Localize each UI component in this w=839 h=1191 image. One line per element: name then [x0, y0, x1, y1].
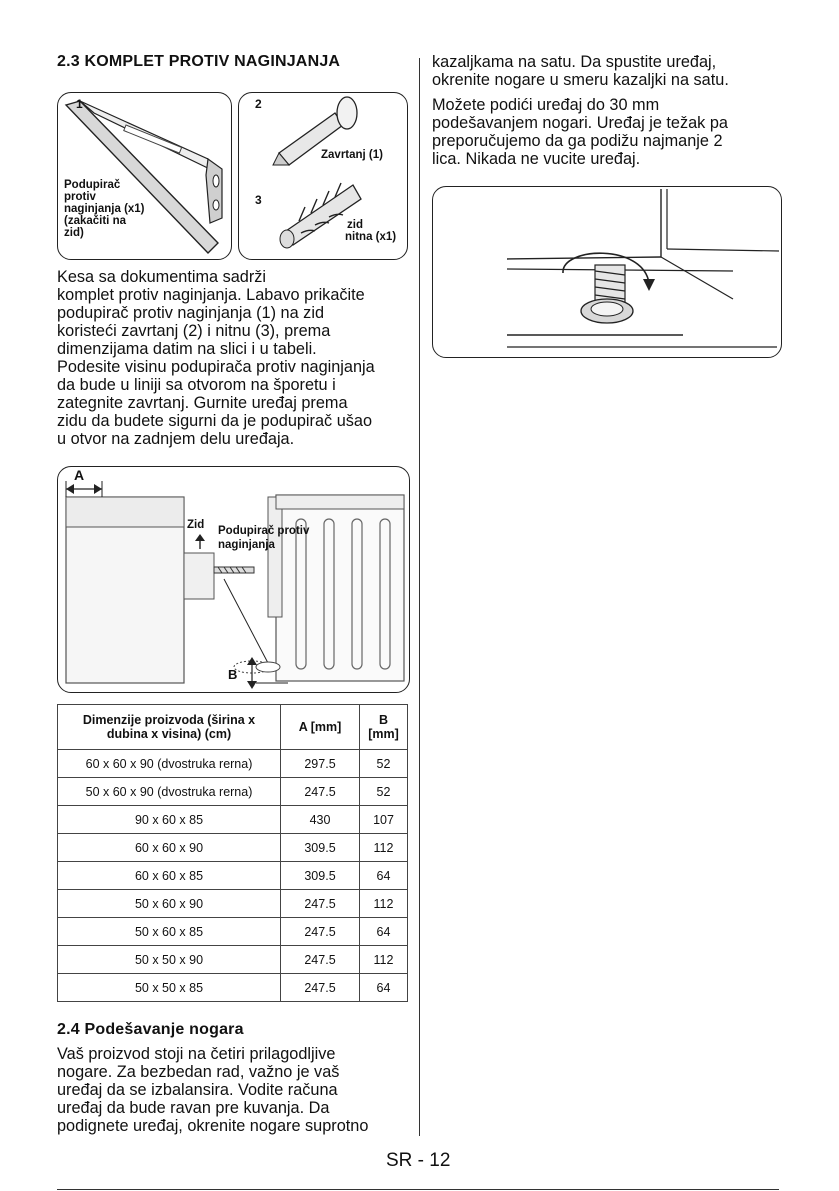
table-cell: 247.5	[281, 778, 360, 806]
table-row	[58, 778, 408, 806]
table-row	[58, 750, 408, 778]
table-cell: 247.5	[281, 946, 360, 974]
table-cell: 112	[360, 890, 408, 918]
table-row	[58, 974, 408, 1002]
part-1-label: Podupirač protiv naginjanja (x1) (zakačiti na zid)	[64, 179, 145, 239]
part-3-label-wall: zid	[347, 219, 363, 231]
section-heading-2-4: 2.4 Podešavanje nogara	[57, 1021, 244, 1038]
table-row	[58, 862, 408, 890]
dimensions-table	[57, 704, 408, 1002]
table-cell: 50 x 60 x 85	[58, 918, 281, 946]
bracket-label-line-1: Podupirač protiv	[218, 525, 310, 537]
installation-diagram-illustration	[58, 467, 409, 692]
section-2-3-paragraph: Kesa sa dokumentima sadrži komplet protiv naginjanja. Labavo prikačite podupirač protiv naginjanja (1) na zid koristeći zavrtanj (2) i nitnu (3), prema dimenzijama datim na slici i u tabeli. Podesite visinu podupirača protiv naginjanja da bude u liniji sa otvorom na šporetu i zategnite zavrtanj. Gurnite uređaj prema zidu da budete sigurni da je podupirač ušao u otvor na zadnjem delu uređaja.	[57, 268, 375, 448]
table-header-row	[58, 705, 408, 750]
table-cell: 247.5	[281, 974, 360, 1002]
table-row	[58, 946, 408, 974]
table-row	[58, 806, 408, 834]
table-cell: 112	[360, 946, 408, 974]
bracket-label-line-2: naginjanja	[218, 539, 275, 551]
table-cell: 60 x 60 x 90 (dvostruka rerna)	[58, 750, 281, 778]
part-2-number: 2	[255, 97, 262, 111]
dimension-b-label: B	[228, 667, 238, 682]
table-cell: 50 x 50 x 85	[58, 974, 281, 1002]
table-cell: 309.5	[281, 834, 360, 862]
installation-diagram	[57, 466, 410, 693]
table-cell: 50 x 60 x 90 (dvostruka rerna)	[58, 778, 281, 806]
right-paragraph-2: Možete podići uređaj do 30 mm podešavanjem nogari. Uređaj je težak pa preporučujemo da ga podižu najmanje 2 lica. Nikada ne vucite uređaj.	[432, 96, 728, 168]
table-cell: 52	[360, 778, 408, 806]
part-3-number: 3	[255, 193, 262, 207]
table-header: Dimenzije proizvoda (širina x dubina x visina) (cm)	[58, 705, 281, 750]
footer-rule	[57, 1189, 779, 1190]
table-cell: 64	[360, 862, 408, 890]
table-cell: 107	[360, 806, 408, 834]
table-cell: 309.5	[281, 862, 360, 890]
table-row	[58, 890, 408, 918]
table-cell: 50 x 60 x 90	[58, 890, 281, 918]
table-cell: 52	[360, 750, 408, 778]
table-header: B [mm]	[360, 705, 408, 750]
page-number: SR - 12	[386, 1150, 451, 1171]
table-cell: 50 x 50 x 90	[58, 946, 281, 974]
table-header: A [mm]	[281, 705, 360, 750]
table-cell: 297.5	[281, 750, 360, 778]
dimension-a-label: A	[74, 467, 85, 483]
table-cell: 247.5	[281, 890, 360, 918]
table-cell: 64	[360, 974, 408, 1002]
bracket-figure	[57, 92, 232, 260]
column-divider	[419, 58, 420, 1136]
part-2-label: Zavrtanj (1)	[321, 149, 383, 161]
table-row	[58, 918, 408, 946]
leveling-foot-illustration	[433, 187, 781, 357]
table-cell: 112	[360, 834, 408, 862]
table-cell: 60 x 60 x 85	[58, 862, 281, 890]
table-row	[58, 834, 408, 862]
section-heading-2-3: 2.3 KOMPLET PROTIV NAGINJANJA	[57, 53, 341, 70]
section-2-4-paragraph: Vaš proizvod stoji na četiri prilagodljive nogare. Za bezbedan rad, važno je vaš uređaj da se izbalansira. Vodite računa uređaj da bude ravan pre kuvanja. Da podignete uređaj, okrenite nogare suprotno	[57, 1045, 369, 1135]
table-cell: 60 x 60 x 90	[58, 834, 281, 862]
wall-label: Zid	[187, 519, 205, 531]
table-cell: 430	[281, 806, 360, 834]
right-paragraph-1: kazaljkama na satu. Da spustite uređaj, okrenite nogare u smeru kazaljki na satu.	[432, 53, 729, 89]
leveling-foot-figure	[432, 186, 782, 358]
table-cell: 64	[360, 918, 408, 946]
screw-dowel-figure	[238, 92, 408, 260]
part-3-label-dowel: nitna (x1)	[345, 231, 397, 243]
table-cell: 90 x 60 x 85	[58, 806, 281, 834]
part-1-number: 1	[76, 97, 83, 111]
table-cell: 247.5	[281, 918, 360, 946]
